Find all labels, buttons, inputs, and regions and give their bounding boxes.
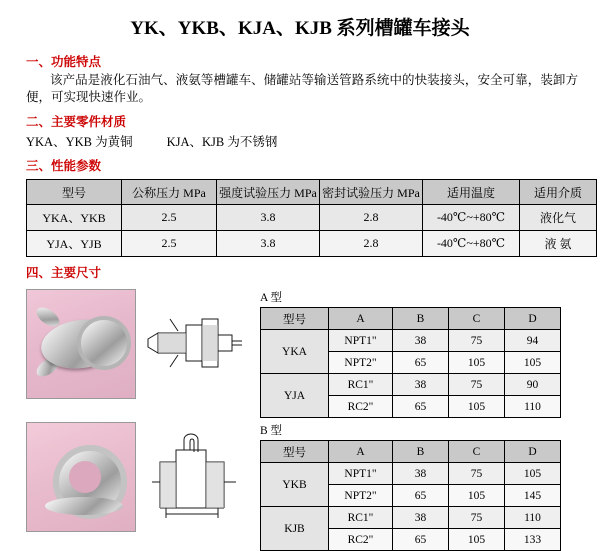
dim-b-cell-b: 38 [393,463,449,485]
dim-a-cell-b: 38 [393,374,449,396]
dim-a-cell-a: NPT2" [329,352,393,374]
photo-b-bore [69,461,101,493]
dim-b-cell-d: 133 [505,529,561,551]
perf-cell-strength: 3.8 [217,205,320,231]
features-paragraph: 该产品是液化石油气、液氨等槽罐车、储罐站等输送管路系统中的快装接头，安全可靠，装卸方便，可实现快速作业。 [26,73,578,104]
dim-a-cell-c: 75 [449,330,505,352]
perf-cell-seal: 2.8 [320,205,423,231]
dim-b-cell-model: KJB [261,507,329,551]
dim-a-cell-c: 105 [449,352,505,374]
dim-b-col-model: 型号 [261,441,329,463]
dim-b-cell-c: 75 [449,463,505,485]
perf-cell-seal: 2.8 [320,231,423,257]
dim-b-cell-a: NPT1" [329,463,393,485]
material-steel-text: KJA、KJB 为不锈钢 [166,135,278,149]
perf-cell-strength: 3.8 [217,231,320,257]
table-row [261,463,561,485]
table-row [27,231,597,257]
dimension-table-b [260,440,561,551]
perf-cell-model: YKA、YKB [27,205,122,231]
dim-a-col-b: B [393,308,449,330]
technical-drawing-a [140,289,248,397]
dim-a-col-model: 型号 [261,308,329,330]
dim-a-cell-a: RC2" [329,396,393,418]
dim-a-cell-model: YKA [261,330,329,374]
section-heading-performance: 三、性能参数 [26,159,102,173]
dim-a-cell-d: 90 [505,374,561,396]
dim-a-col-c: C [449,308,505,330]
dim-a-cell-b: 38 [393,330,449,352]
section-heading-features: 一、功能特点 [26,55,102,69]
dim-b-col-d: D [505,441,561,463]
perf-col-nominal-pressure: 公称压力 MPa [122,180,217,205]
dimension-table-a [260,307,561,418]
perf-cell-nominal: 2.5 [122,205,217,231]
dimension-table-b-wrap [260,422,600,551]
dim-b-cell-d: 110 [505,507,561,529]
dim-a-cell-b: 65 [393,352,449,374]
dim-b-col-a: A [329,441,393,463]
photo-b-base [45,497,123,515]
perf-cell-medium: 液 氨 [520,231,597,257]
dimension-caption-a: A 型 [260,292,283,304]
dim-a-cell-d: 94 [505,330,561,352]
dim-b-cell-a: RC1" [329,507,393,529]
dim-a-cell-d: 105 [505,352,561,374]
table-row [27,205,597,231]
dim-a-cell-model: YJA [261,374,329,418]
dim-b-cell-c: 105 [449,529,505,551]
performance-table [26,179,597,257]
dimension-row-a [26,289,600,418]
section-heading-dimensions: 四、主要尺寸 [26,266,102,280]
table-row [261,330,561,352]
table-header-row [261,441,561,463]
material-brass-text: YKA、YKB 为黄铜 [26,135,133,149]
dim-b-cell-c: 75 [449,507,505,529]
dim-a-col-a: A [329,308,393,330]
dim-a-cell-c: 105 [449,396,505,418]
dim-b-cell-model: YKB [261,463,329,507]
dim-b-cell-b: 65 [393,529,449,551]
technical-drawing-b [140,422,248,530]
dim-a-cell-d: 110 [505,396,561,418]
perf-col-strength-pressure: 强度试验压力 MPa [217,180,320,205]
perf-cell-temp: -40℃~+80℃ [423,231,520,257]
perf-cell-model: YJA、YJB [27,231,122,257]
table-row [261,507,561,529]
product-photo-a [26,289,136,399]
dim-a-cell-a: NPT1" [329,330,393,352]
photo-a-ring [77,316,131,370]
dim-b-cell-a: NPT2" [329,485,393,507]
dim-a-cell-c: 75 [449,374,505,396]
dimension-row-b [26,422,600,551]
perf-col-temperature: 适用温度 [423,180,520,205]
perf-col-medium: 适用介质 [520,180,597,205]
dim-b-cell-d: 105 [505,463,561,485]
dimension-caption-b: B 型 [260,425,283,437]
perf-cell-medium: 液化气 [520,205,597,231]
perf-cell-temp: -40℃~+80℃ [423,205,520,231]
dim-b-col-b: B [393,441,449,463]
dim-b-cell-b: 65 [393,485,449,507]
page-title: YK、YKB、KJA、KJB 系列槽罐车接头 [130,18,470,39]
perf-cell-nominal: 2.5 [122,231,217,257]
table-row [261,374,561,396]
material-line [26,132,600,150]
dim-a-cell-b: 65 [393,396,449,418]
dim-b-cell-d: 145 [505,485,561,507]
table-header-row [261,308,561,330]
section-heading-material: 二、主要零件材质 [26,115,127,129]
dimension-table-a-wrap [260,289,600,418]
perf-col-model: 型号 [27,180,122,205]
dimensions-section [0,289,600,551]
dim-a-cell-a: RC1" [329,374,393,396]
dim-b-cell-c: 105 [449,485,505,507]
dim-b-cell-b: 38 [393,507,449,529]
dim-b-cell-a: RC2" [329,529,393,551]
perf-col-seal-pressure: 密封试验压力 MPa [320,180,423,205]
dim-a-col-d: D [505,308,561,330]
table-header-row [27,180,597,205]
dim-b-col-c: C [449,441,505,463]
